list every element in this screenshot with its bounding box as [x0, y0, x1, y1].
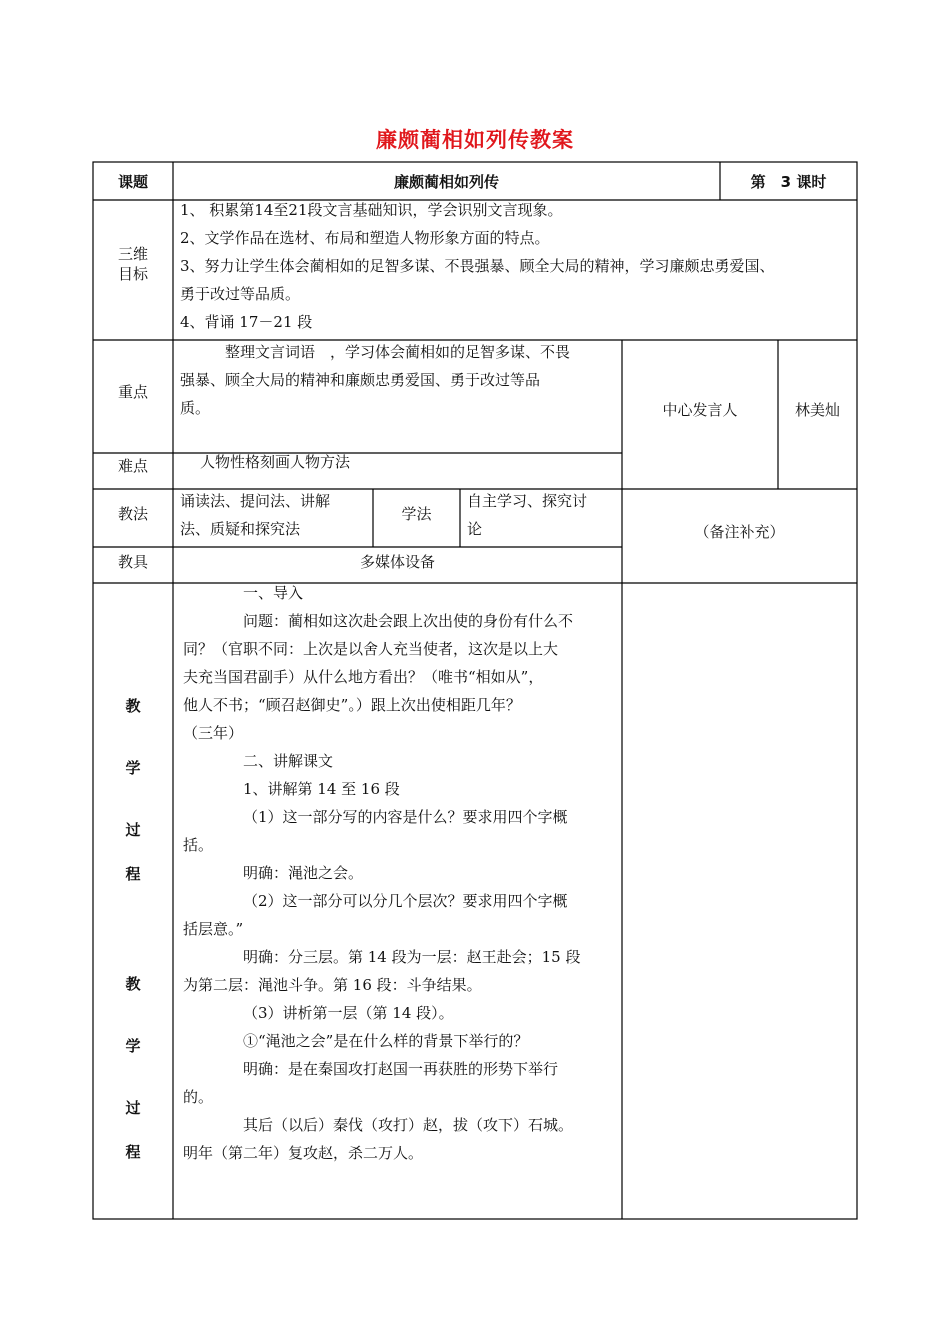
tools-value: 多媒体设备 [359, 553, 435, 571]
process-line: 其后（以后）秦伐（攻打）赵，拔（攻下）石城。 [243, 1116, 574, 1134]
goal-item: 4、背诵 17－21 段 [180, 313, 313, 331]
process-label-char: 程 [125, 1143, 141, 1161]
process-line: （1）这一部分写的内容是什么？要求用四个字概 [243, 808, 568, 826]
process-line: （3）讲析第一层（第 14 段）。 [243, 1004, 454, 1022]
process-line: 二、讲解课文 [243, 752, 334, 770]
process-label-char: 教 [125, 975, 141, 993]
topic-value: 廉颇蔺相如列传 [393, 173, 499, 191]
process-line: 明确：是在秦国攻打赵国一再获胜的形势下举行 [243, 1060, 559, 1078]
process-line: 的。 [183, 1088, 214, 1106]
process-label-char: 教 [125, 697, 141, 715]
process-line: 括层意。” [183, 920, 244, 938]
goal-item: 3、努力让学生体会蔺相如的足智多谋、不畏强暴、顾全大局的精神，学习廉颇忠勇爱国、 [180, 257, 775, 275]
key-point-line: 整理文言词语 ，学习体会蔺相如的足智多谋、不畏 [225, 343, 571, 361]
topic-label: 课题 [117, 173, 148, 191]
key-point-line: 强暴、顾全大局的精神和廉颇忠勇爱国、勇于改过等品 [180, 371, 541, 389]
goals-label-line2: 目标 [117, 265, 148, 283]
study-method-label: 学法 [401, 505, 432, 523]
goal-item: 1、 积累第14至21段文言基础知识，学会识别文言现象。 [180, 201, 563, 219]
process-line: 一、导入 [243, 584, 304, 602]
process-line: 同？（官职不同：上次是以舍人充当使者，这次是以上大 [183, 640, 559, 658]
process-line: 为第二层：渑池斗争。第 16 段：斗争结果。 [183, 976, 482, 994]
goals-list [180, 196, 855, 336]
process-line: 明年（第二年）复攻赵，杀二万人。 [183, 1144, 424, 1162]
speaker-name: 林美灿 [794, 401, 840, 419]
process-line: 明确：渑池之会。 [243, 864, 364, 882]
process-line: 他人不书；“顾召赵御史”。）跟上次出使相距几年？ [183, 696, 521, 714]
remark-text: （备注补充） [694, 523, 785, 541]
process-label-char: 学 [125, 759, 141, 777]
method-value [180, 487, 372, 543]
goal-item: 勇于改过等品质。 [180, 285, 301, 303]
key-point-text [180, 338, 620, 422]
process-line: （2）这一部分可以分几个层次？要求用四个字概 [243, 892, 568, 910]
difficulty-value: 人物性格刻画人物方法 [200, 453, 351, 471]
process-line: 括。 [183, 836, 214, 854]
method-line: 诵读法、提问法、讲解 [180, 492, 331, 510]
key-point-label: 重点 [117, 383, 148, 401]
period-value: 第 3 课时 [750, 173, 827, 191]
document-title: 廉颇蔺相如列传教案 [376, 128, 574, 152]
process-label-char: 程 [125, 865, 141, 883]
study-method-value [467, 487, 621, 543]
study-method-line: 论 [467, 520, 483, 538]
key-point-line: 质。 [180, 399, 211, 417]
process-line: （三年） [183, 724, 244, 742]
process-line: ①“渑池之会”是在什么样的背景下举行的？ [243, 1032, 529, 1050]
goal-item: 2、文学作品在选材、布局和塑造人物形象方面的特点。 [180, 229, 550, 247]
method-line: 法、质疑和探究法 [180, 520, 301, 538]
speaker-label: 中心发言人 [662, 401, 738, 419]
process-line: 1、讲解第 14 至 16 段 [243, 780, 400, 798]
process-label-char: 过 [125, 821, 141, 839]
tools-label: 教具 [117, 553, 148, 571]
goals-label [93, 244, 173, 284]
process-line: 夫充当国君副手）从什么地方看出？（唯书“相如从”， [183, 668, 544, 686]
process-line: 问题：蔺相如这次赴会跟上次出使的身份有什么不 [243, 612, 574, 630]
method-label: 教法 [117, 505, 148, 523]
process-line: 明确：分三层。第 14 段为一层：赵王赴会；15 段 [243, 948, 581, 966]
process-label-char: 学 [125, 1037, 141, 1055]
process-label-top [93, 692, 173, 890]
study-method-line: 自主学习、探究讨 [467, 492, 588, 510]
process-label-bottom [93, 970, 173, 1168]
difficulty-label: 难点 [117, 457, 148, 475]
process-label-char: 过 [125, 1099, 141, 1117]
goals-label-line1: 三维 [117, 245, 148, 263]
process-content [183, 579, 619, 1167]
